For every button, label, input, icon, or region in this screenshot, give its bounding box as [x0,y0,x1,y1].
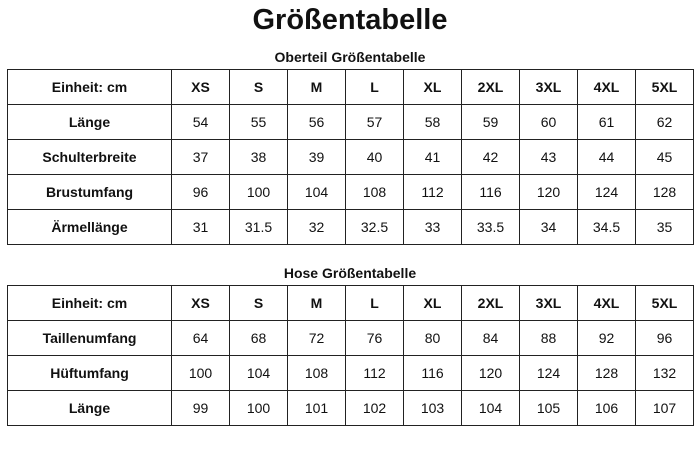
table-cell: 104 [462,391,520,426]
table-cell: 31.5 [230,210,288,245]
table-cell: 116 [404,356,462,391]
table-cell: 56 [288,105,346,140]
table-cell: 34 [520,210,578,245]
table-cell: 62 [636,105,694,140]
table-row [8,321,694,356]
table-cell: 45 [636,140,694,175]
table-cell: 68 [230,321,288,356]
table-cell: 72 [288,321,346,356]
table-cell: 92 [578,321,636,356]
table-cell: 39 [288,140,346,175]
size-header-cell: 2XL [462,286,520,321]
size-header-cell: S [230,286,288,321]
size-header-cell: 3XL [520,70,578,105]
table-cell: 100 [230,391,288,426]
table-cell: 99 [172,391,230,426]
table-cell: 33.5 [462,210,520,245]
table-cell: 57 [346,105,404,140]
size-header-cell: M [288,70,346,105]
size-header-cell: L [346,70,404,105]
upper-size-table [7,69,694,245]
table-cell: 96 [172,175,230,210]
row-label: Schulterbreite [8,140,172,175]
table-row [8,140,694,175]
row-label: Länge [8,391,172,426]
table-row [8,356,694,391]
table-cell: 41 [404,140,462,175]
size-header-cell: S [230,70,288,105]
table-cell: 101 [288,391,346,426]
unit-header-cell: Einheit: cm [8,70,172,105]
size-header-cell: M [288,286,346,321]
size-header-cell: XL [404,70,462,105]
table-cell: 105 [520,391,578,426]
table-header-row [8,286,694,321]
table-cell: 37 [172,140,230,175]
table-cell: 43 [520,140,578,175]
table-cell: 55 [230,105,288,140]
size-header-cell: 4XL [578,286,636,321]
table-cell: 128 [578,356,636,391]
row-label: Ärmellänge [8,210,172,245]
table-row [8,391,694,426]
size-header-cell: 5XL [636,70,694,105]
upper-section-title: Oberteil Größentabelle [274,49,426,65]
table-cell: 42 [462,140,520,175]
table-cell: 31 [172,210,230,245]
table-cell: 33 [404,210,462,245]
table-cell: 104 [230,356,288,391]
page-title: Größentabelle [252,4,448,36]
table-cell: 128 [636,175,694,210]
table-cell: 103 [404,391,462,426]
table-cell: 44 [578,140,636,175]
table-cell: 58 [404,105,462,140]
size-header-cell: 2XL [462,70,520,105]
table-cell: 64 [172,321,230,356]
table-cell: 38 [230,140,288,175]
table-cell: 120 [462,356,520,391]
table-cell: 100 [230,175,288,210]
table-cell: 106 [578,391,636,426]
table-header-row [8,70,694,105]
size-header-cell: XS [172,70,230,105]
row-label: Taillenumfang [8,321,172,356]
size-header-cell: XL [404,286,462,321]
row-label: Brustumfang [8,175,172,210]
size-header-cell: XS [172,286,230,321]
table-row [8,105,694,140]
size-header-cell: L [346,286,404,321]
table-cell: 60 [520,105,578,140]
table-cell: 59 [462,105,520,140]
table-cell: 40 [346,140,404,175]
table-cell: 96 [636,321,694,356]
table-cell: 35 [636,210,694,245]
size-header-cell: 4XL [578,70,636,105]
pants-size-table [7,285,694,426]
table-cell: 132 [636,356,694,391]
table-cell: 124 [520,356,578,391]
table-cell: 100 [172,356,230,391]
table-cell: 32.5 [346,210,404,245]
table-row [8,175,694,210]
table-cell: 102 [346,391,404,426]
table-cell: 61 [578,105,636,140]
table-cell: 84 [462,321,520,356]
table-cell: 124 [578,175,636,210]
size-header-cell: 3XL [520,286,578,321]
table-cell: 108 [288,356,346,391]
table-cell: 112 [346,356,404,391]
table-cell: 116 [462,175,520,210]
pants-section-title: Hose Größentabelle [283,265,417,281]
table-cell: 54 [172,105,230,140]
table-cell: 120 [520,175,578,210]
row-label: Hüftumfang [8,356,172,391]
table-cell: 104 [288,175,346,210]
table-cell: 32 [288,210,346,245]
unit-header-cell: Einheit: cm [8,286,172,321]
table-cell: 80 [404,321,462,356]
table-cell: 34.5 [578,210,636,245]
table-cell: 108 [346,175,404,210]
size-header-cell: 5XL [636,286,694,321]
table-cell: 107 [636,391,694,426]
row-label: Länge [8,105,172,140]
table-row [8,210,694,245]
table-cell: 76 [346,321,404,356]
table-cell: 112 [404,175,462,210]
table-cell: 88 [520,321,578,356]
